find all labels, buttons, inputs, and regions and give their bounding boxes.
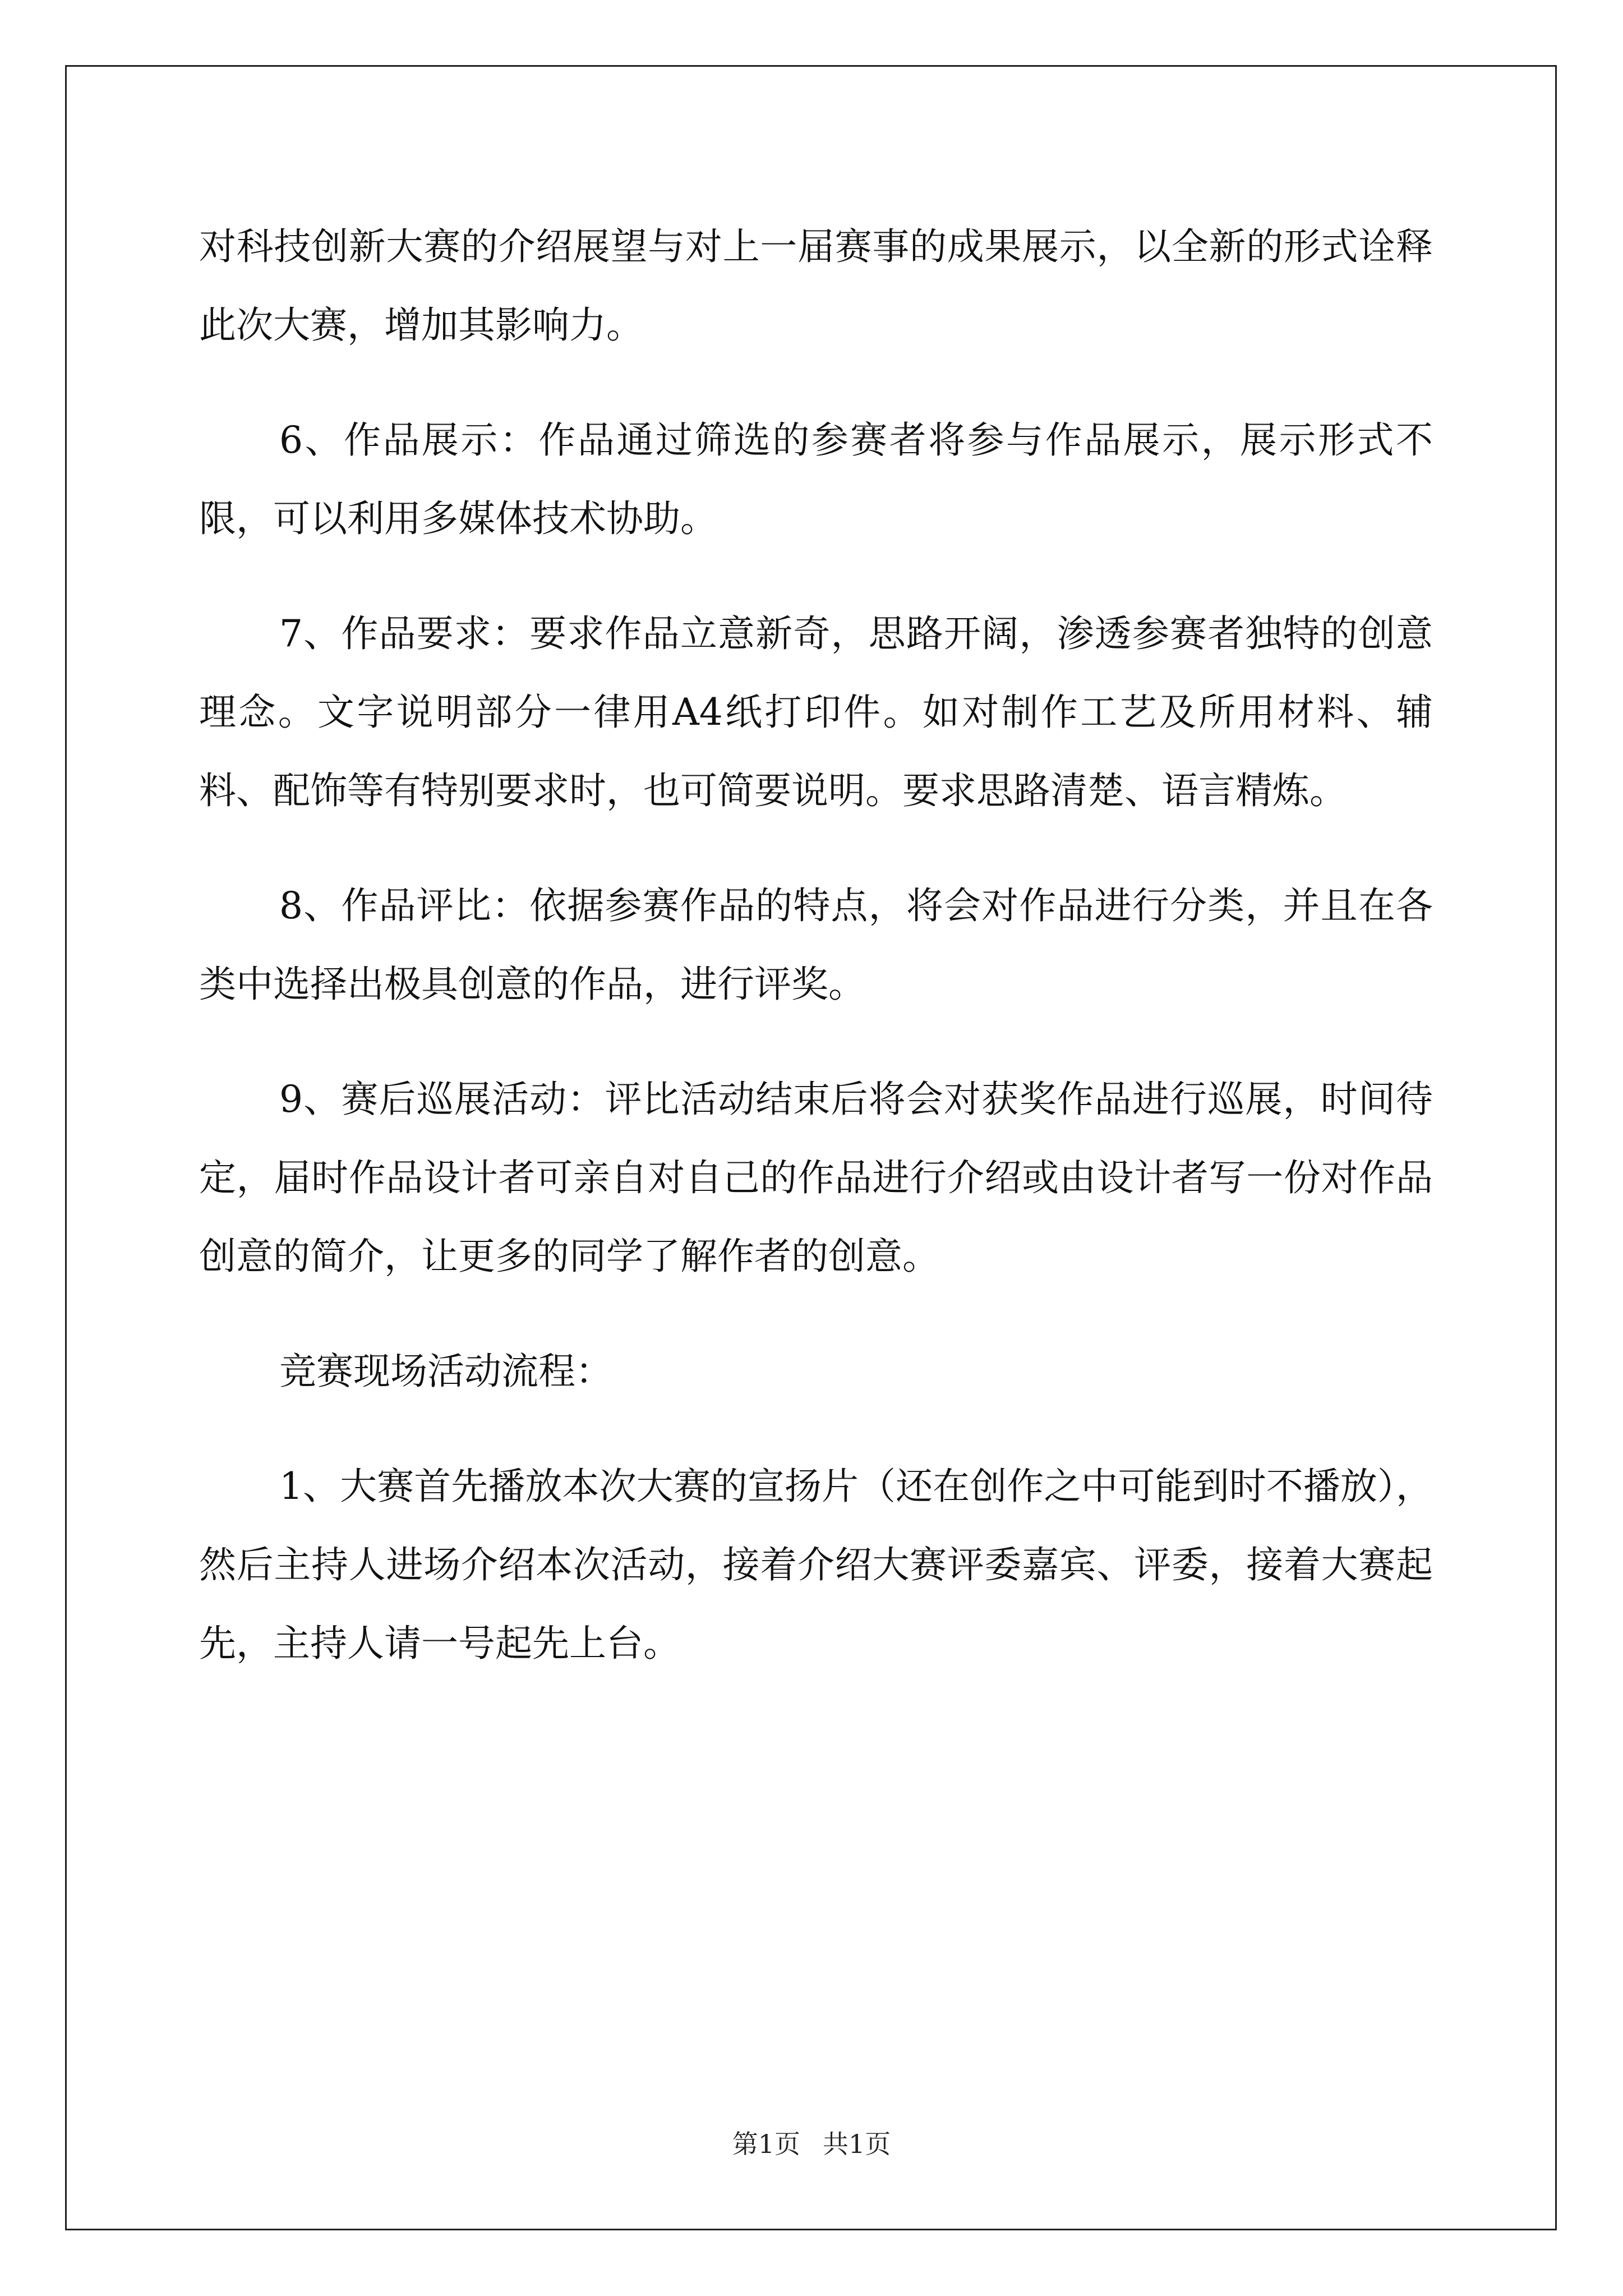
page-footer <box>0 2124 1623 2161</box>
paragraph-item-8-work-judging: 8、作品评比：依据参赛作品的特点，将会对作品进行分类，并且在各类中选择出极具创意的作品，进行评奖。 <box>199 884 1433 1006</box>
paragraph-process-step-1: 1、大赛首先播放本次大赛的宣扬片（还在创作之中可能到时不播放），然后主持人进场介绍本次活动，接着介绍大赛评委嘉宾、评委，接着大赛起先，主持人请一号起先上台。 <box>199 1465 1433 1665</box>
page-number-total: 共1页 <box>823 2129 891 2159</box>
paragraph-onsite-process-heading: 竞赛现场活动流程： <box>279 1350 612 1393</box>
paragraph-item-9-post-event-tour: 9、赛后巡展活动：评比活动结束后将会对获奖作品进行巡展，时间待定，届时作品设计者可亲自对自己的作品进行介绍或由设计者写一份对作品创意的简介，让更多的同学了解作者的创意。 <box>199 1078 1433 1278</box>
paragraph-item-7-work-requirements: 7、作品要求：要求作品立意新奇，思路开阔，渗透参赛者独特的创意理念。文字说明部分一律用A4纸打印件。如对制作工艺及所用材料、辅料、配饰等有特别要求时，也可简要说明。要求思路清楚、语言精炼。 <box>199 612 1433 812</box>
paragraph-item-6-work-display: 6、作品展示：作品通过筛选的参赛者将参与作品展示，展示形式不限，可以利用多媒体技术协助。 <box>199 418 1433 540</box>
paragraph-intro-continuation: 对科技创新大赛的介绍展望与对上一届赛事的成果展示，以全新的形式诠释此次大赛，增加其影响力。 <box>199 225 1433 347</box>
page-number-current: 第1页 <box>732 2129 800 2159</box>
document-body <box>199 208 1433 1719</box>
